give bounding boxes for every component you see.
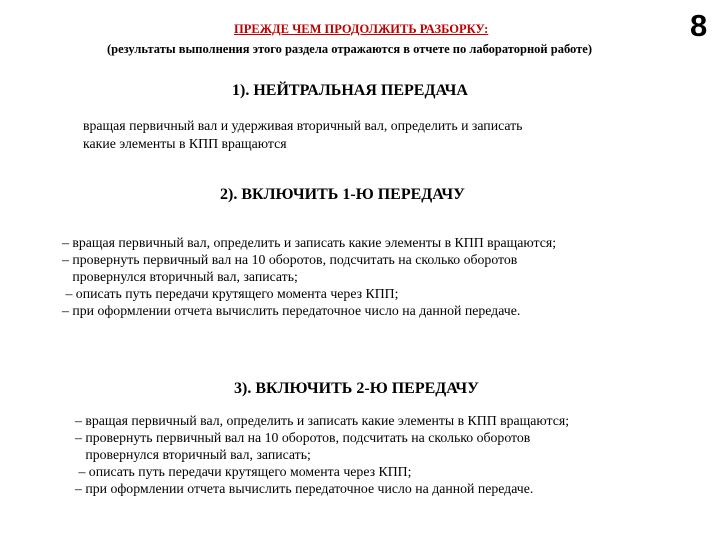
list-item: – при оформлении отчета вычислить передаточное число на данной передаче. — [75, 481, 534, 496]
section-2-list — [62, 234, 556, 319]
section-1-heading: 1). НЕЙТРАЛЬНАЯ ПЕРЕДАЧА — [232, 82, 468, 99]
section-3-list — [75, 412, 569, 497]
list-item: – провернуть первичный вал на 10 оборотов, подсчитать на сколько оборотов — [62, 252, 518, 267]
list-item: – вращая первичный вал, определить и записать какие элементы в КПП вращаются; — [75, 413, 570, 428]
header-title: ПРЕЖДЕ ЧЕМ ПРОДОЛЖИТЬ РАЗБОРКУ: — [234, 22, 489, 36]
page-number: 8 — [690, 8, 708, 43]
list-item: провернулся вторичный вал, записать; — [75, 447, 311, 462]
list-item: – описать путь передачи крутящего момента через КПП; — [62, 286, 399, 301]
list-item: – при оформлении отчета вычислить передаточное число на данной передаче. — [62, 303, 521, 318]
list-item: – провернуть первичный вал на 10 оборотов, подсчитать на сколько оборотов — [75, 430, 531, 445]
list-item: – вращая первичный вал, определить и записать какие элементы в КПП вращаются; — [62, 235, 557, 250]
list-item: провернулся вторичный вал, записать; — [62, 269, 298, 284]
header-subtitle: (результаты выполнения этого раздела отражаются в отчете по лабораторной работе) — [107, 42, 592, 56]
section-3-heading: 3). ВКЛЮЧИТЬ 2-Ю ПЕРЕДАЧУ — [234, 380, 479, 397]
section-1-line-2: какие элементы в КПП вращаются — [83, 136, 287, 151]
section-1-line-1: вращая первичный вал и удерживая вторичный вал, определить и записать — [83, 118, 523, 133]
section-2-heading: 2). ВКЛЮЧИТЬ 1-Ю ПЕРЕДАЧУ — [220, 186, 465, 203]
list-item: – описать путь передачи крутящего момента через КПП; — [75, 464, 412, 479]
